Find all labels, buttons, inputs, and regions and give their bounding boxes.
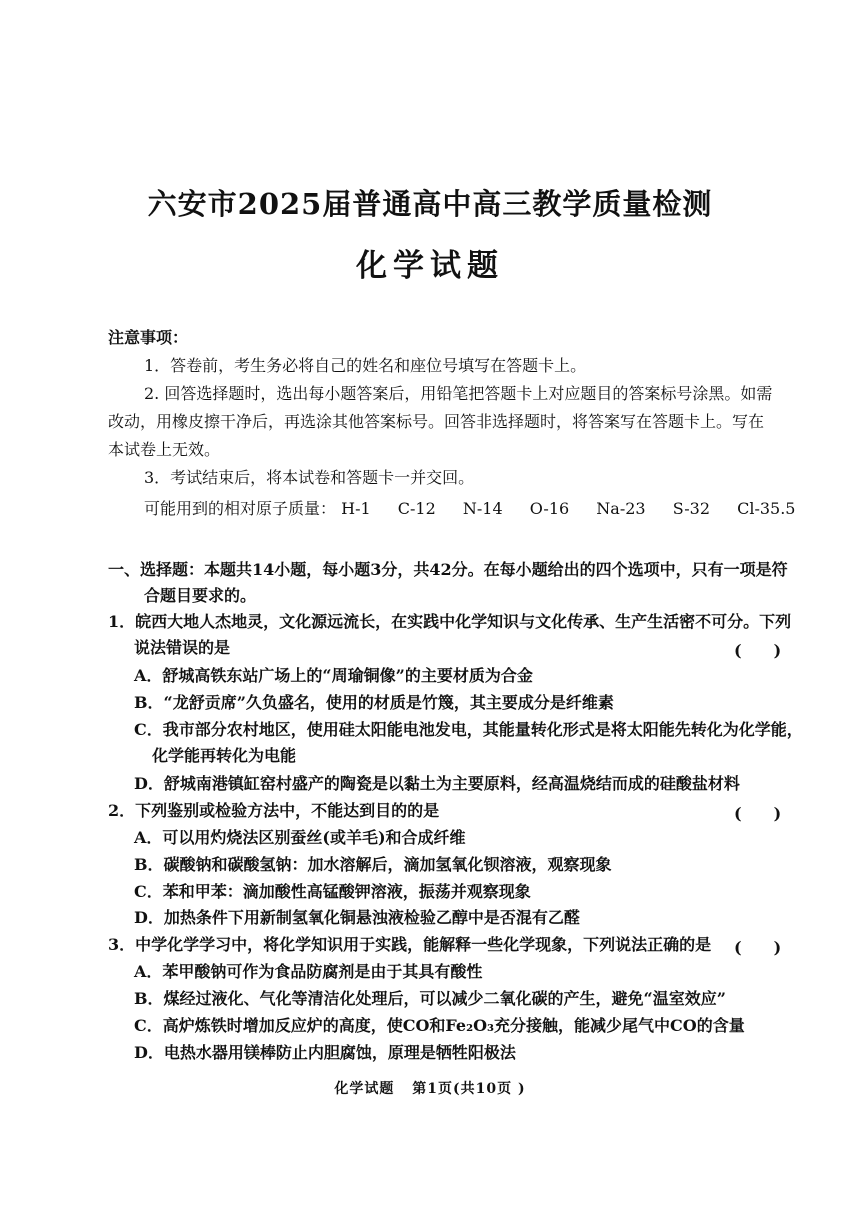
exam-subject-title: 化学试题 (356, 248, 504, 284)
q3-option-a: A．苯甲酸钠可作为食品防腐剂是由于其具有酸性 (134, 962, 483, 981)
q2-stem: 2．下列鉴别或检验方法中，不能达到目的的是 (108, 801, 440, 820)
q3-option-b: B．煤经过液化、气化等清洁化处理后，可以减少二氧化碳的产生，避免“温室效应” (134, 989, 726, 1008)
q1-stem: 1．皖西大地人杰地灵，文化源远流长，在实践中化学知识与文化传承、生产生活密不可分。下列 (108, 612, 792, 631)
q1-option-a: A．舒城高铁东站广场上的“周瑜铜像”的主要材质为合金 (134, 666, 533, 685)
notice-heading: 注意事项： (108, 328, 189, 347)
footer-subject: 化学试题 (334, 1081, 395, 1097)
atomic-mass-s: S-32 (672, 499, 710, 518)
q3-answer-paren: ( ) (734, 938, 782, 957)
notice-item-2-cont: 改动，用橡皮擦干净后，再选涂其他答案标号。回答非选择题时，将答案写在答题卡上。写在 (108, 412, 765, 431)
q1-stem-cont: 说法错误的是 (134, 638, 231, 657)
footer-page-number: 第1页(共10页 ) (412, 1081, 526, 1097)
q3-stem: 3．中学化学学习中，将化学知识用于实践，能解释一些化学现象，下列说法正确的是 (108, 935, 712, 954)
atomic-mass-h: H-1 (341, 499, 371, 518)
atomic-mass-na: Na-23 (596, 499, 646, 518)
q1-answer-paren: ( ) (734, 641, 782, 660)
notice-item-3: 3．考试结束后，将本试卷和答题卡一并交回。 (144, 468, 475, 487)
section-heading-cont: 合题目要求的。 (144, 586, 257, 605)
notice-item-2-end: 本试卷上无效。 (108, 440, 221, 459)
atomic-mass-cl: Cl-35.5 (737, 499, 796, 518)
q1-option-d: D．舒城南港镇缸窑村盛产的陶瓷是以黏土为主要原料，经高温烧结而成的硅酸盐材料 (134, 774, 740, 793)
notice-item-1: 1．答卷前，考生务必将自己的姓名和座位号填写在答题卡上。 (144, 356, 587, 375)
q2-answer-paren: ( ) (734, 804, 782, 823)
exam-title: 六安市2025届普通高中高三教学质量检测 (147, 187, 713, 221)
q1-option-c: C．我市部分农村地区，使用硅太阳能电池发电，其能量转化形式是将太阳能先转化为化学能， (134, 720, 803, 739)
q2-option-a: A．可以用灼烧法区别蚕丝(或羊毛)和合成纤维 (134, 828, 466, 847)
atomic-masses-label: 可能用到的相对原子质量： (144, 499, 337, 518)
q2-option-b: B．碳酸钠和碳酸氢钠：加水溶解后，滴加氢氧化钡溶液，观察现象 (134, 855, 612, 874)
q1-option-c-cont: 化学能再转化为电能 (152, 746, 297, 765)
atomic-masses (144, 499, 795, 519)
notice-item-2: 2. 回答选择题时，选出每小题答案后，用铅笔把答题卡上对应题目的答案标号涂黑。如需 (144, 384, 773, 403)
q2-option-d: D．加热条件下用新制氢氧化铜悬浊液检验乙醇中是否混有乙醛 (134, 908, 580, 927)
page-footer (0, 1078, 860, 1098)
section-heading: 一、选择题：本题共14小题，每小题3分，共42分。在每小题给出的四个选项中，只有一项是符 (108, 560, 788, 579)
q3-option-d: D．电热水器用镁棒防止内胆腐蚀，原理是牺牲阳极法 (134, 1043, 516, 1062)
atomic-mass-c: C-12 (397, 499, 436, 518)
atomic-mass-o: O-16 (529, 499, 570, 518)
atomic-mass-n: N-14 (462, 499, 503, 518)
q1-option-b: B．“龙舒贡席”久负盛名，使用的材质是竹篾，其主要成分是纤维素 (134, 693, 614, 712)
q3-option-c: C．高炉炼铁时增加反应炉的高度，使CO和Fe₂O₃充分接触，能减少尾气中CO的含量 (134, 1016, 745, 1035)
q2-option-c: C．苯和甲苯：滴加酸性高锰酸钾溶液，振荡并观察现象 (134, 882, 531, 901)
